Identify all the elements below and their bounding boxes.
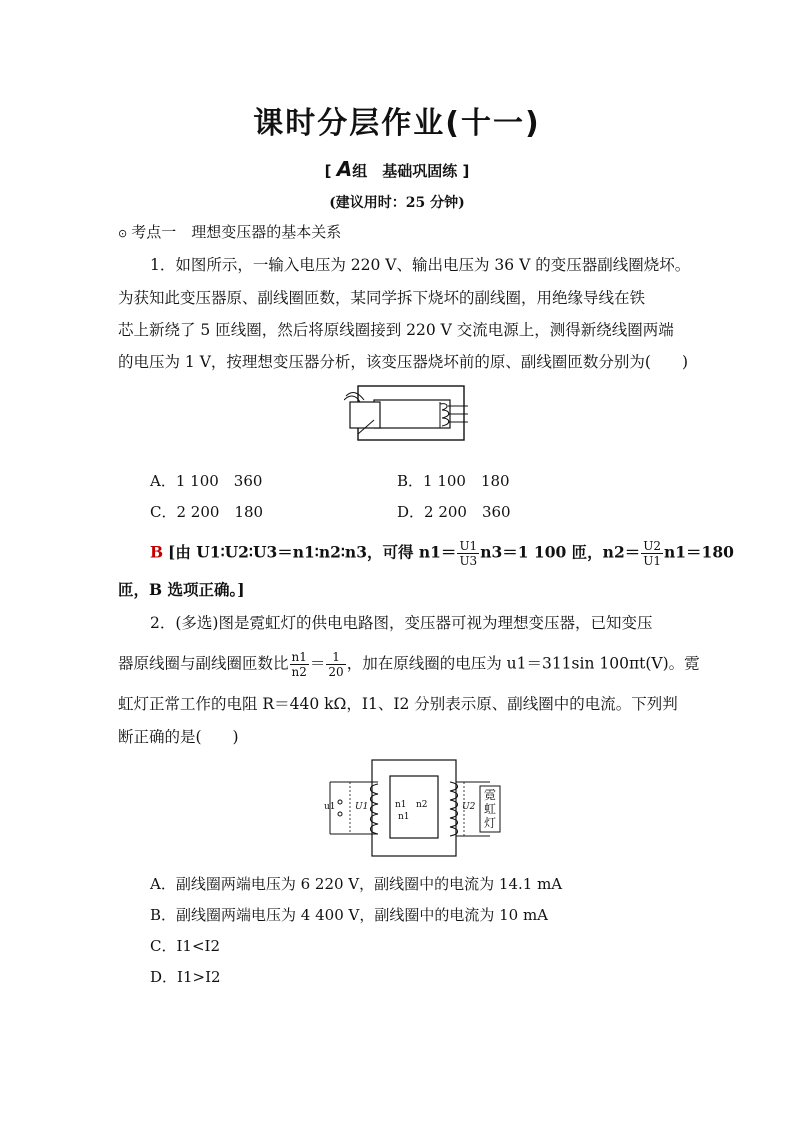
q2-option-d[interactable]: D．I1>I2 [150,968,221,986]
q2-option-a[interactable]: A．副线圈两端电压为 6 220 V，副线圈中的电流为 14.1 mA [150,875,563,893]
q1-option-c[interactable]: C．2 200 180 [150,503,264,521]
q1-option-b[interactable]: B．1 100 180 [397,472,510,490]
q1-line-4: 的电压为 1 V，按理想变压器分析，该变压器烧坏前的原、副线圈匝数分别为( ) [118,353,689,371]
q2-diagram-U2: U2 [462,802,476,812]
suggested-time: (建议用时：25 分钟) [329,195,465,211]
q2-diagram-u1: u1 [324,802,336,812]
q1-answer [150,539,734,568]
knowledge-point-heading [118,221,341,242]
group-letter: A [336,157,353,181]
q1-transformer-figure [344,380,474,446]
q1-answer-line-2: 匝，B 选项正确。] [118,580,245,599]
q2-line-1: 2．(多选)图是霓虹灯的供电电路图，变压器可视为理想变压器，已知变压 [150,614,653,632]
q2-line-2: 器原线圈与副线圈匝数比 $\frac{n1}{n2}$ ＝ $\frac{1}{20}$ ，加在原线圈的电压为 u1＝311sin 100πt(V)。霓 [118,650,700,679]
page-title: 课时分层作业(十一) [253,106,541,141]
q2-diagram-n1-core: n1 [398,812,410,822]
q2-circuit-diagram [322,758,506,858]
q2-line-4: 断正确的是( ) [118,728,239,746]
q2-diagram-U1: U1 [355,802,369,812]
q1-answer-fraction-1: $\frac{U1}{U3}$ [459,539,478,568]
q1-answer-text-1: [由 U1∶U2∶U3＝n1∶n2∶n3，可得 n1＝ [168,542,457,562]
q2-line-3: 虹灯正常工作的电阻 R＝440 kΩ，I1、I2 分别表示原、副线圈中的电流。下列判 [118,695,678,713]
q1-answer-text-3: n1＝180 [663,542,734,562]
q2-diagram-n2: n2 [416,800,428,810]
q1-answer-fraction-2: $\frac{U2}{U1}$ [643,539,661,568]
q1-line-3: 芯上新绕了 5 匝线圈，然后将原线圈接到 220 V 交流电源上，测得新绕线圈两端 [118,321,674,339]
knowledge-point-label: 考点一 理想变压器的基本关系 [131,223,342,241]
q1-answer-letter: B [150,542,164,562]
bracket-left: [ [324,162,332,180]
q1-line-2: 为获知此变压器原、副线圈匝数，某同学拆下烧坏的副线圈，用绝缘导线在铁 [118,289,646,307]
q2-diagram-neon-lamp: 霓虹灯 [483,788,496,830]
q2-diagram-n1-left: n1 [395,800,407,810]
q1-answer-text-2: n3＝1 100 匝，n2＝ [480,542,641,562]
q1-option-d[interactable]: D．2 200 360 [397,503,511,521]
q1-line-1: 1．如图所示，一输入电压为 220 V、输出电压为 36 V 的变压器副线圈烧坏。 [150,256,691,274]
q1-option-a[interactable]: A．1 100 360 [150,472,263,490]
group-label: 组 基础巩固练 [352,162,458,180]
bracket-right: ] [462,162,470,180]
q2-ratio-value: $\frac{1}{20}$ [328,650,344,679]
knowledge-point-icon: ⊙ [118,227,128,240]
q2-option-c[interactable]: C．I1<I2 [150,937,220,955]
q2-option-b[interactable]: B．副线圈两端电压为 4 400 V，副线圈中的电流为 10 mA [150,906,549,924]
group-heading [0,157,794,181]
q2-turns-ratio: $\frac{n1}{n2}$ [291,650,307,679]
